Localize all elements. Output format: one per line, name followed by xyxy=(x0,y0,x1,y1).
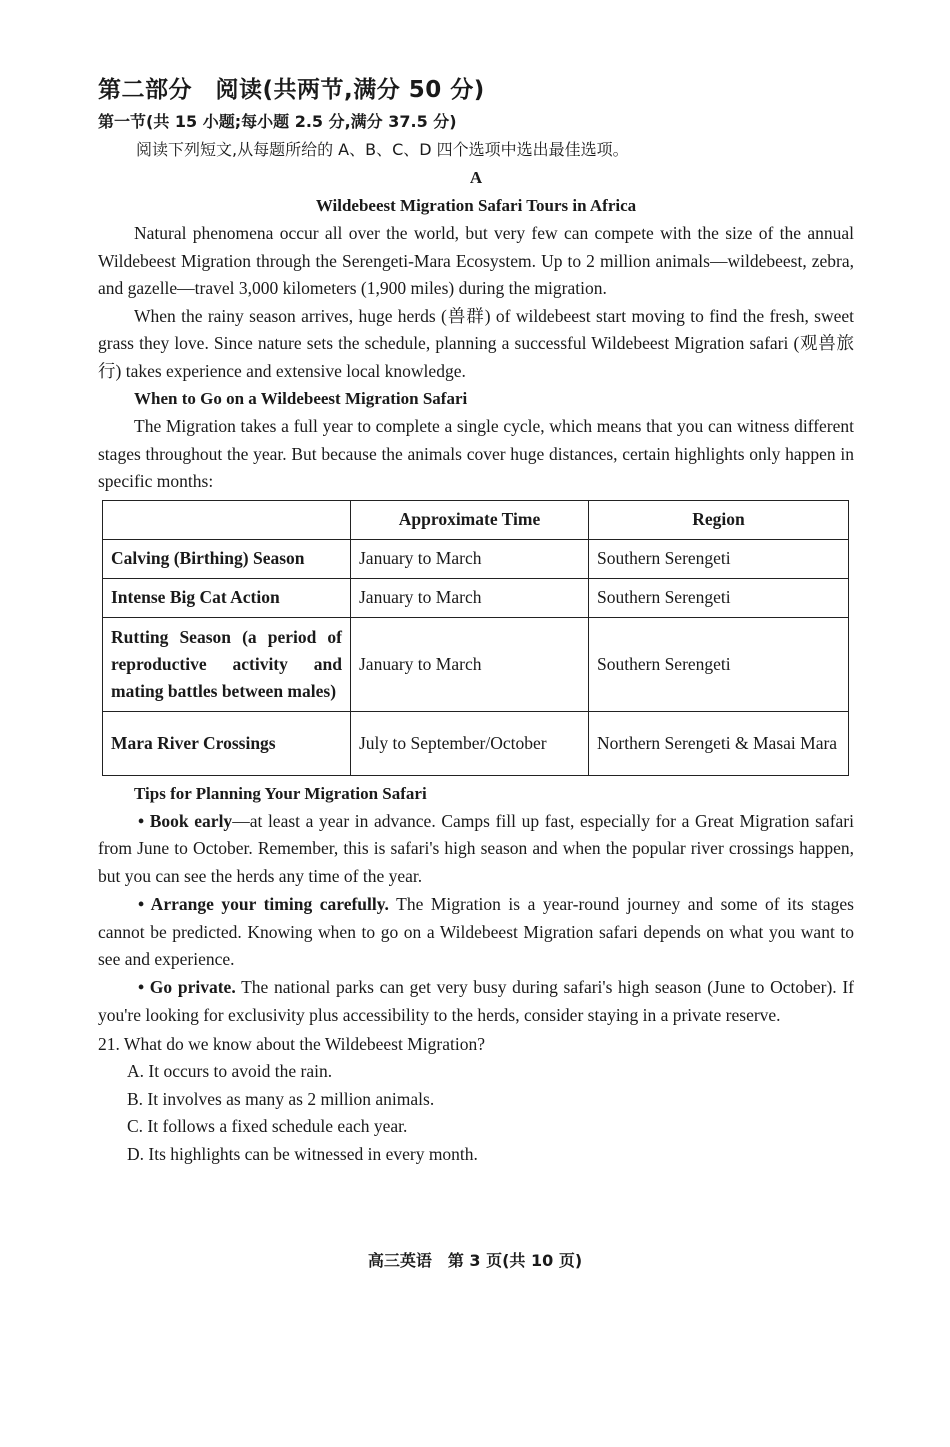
table-row xyxy=(103,539,849,578)
table-header-cell: Region xyxy=(589,500,849,539)
tip-book-early xyxy=(98,808,854,891)
paragraph-intro: Natural phenomena occur all over the world, but very few can compete with the size of the annual Wildebeest Migration through the Serengeti-Mara Ecosystem. Up to 2 million animals—wildebeest, zebra, and gazelle—travel 3,000 kilometers (1,900 miles) during the migration. xyxy=(98,223,854,298)
tip-text: —at least a year in advance. Camps fill up fast, especially for a Great Migration safari from June to October. Remember, this is safari's high season and when the popular river crossings happen, but you can see the herds any time of the year. xyxy=(98,810,854,887)
table-cell-event: Mara River Crossings xyxy=(103,711,351,775)
table-header-row xyxy=(103,500,849,539)
table-cell-event: Calving (Birthing) Season xyxy=(103,539,351,578)
migration-table xyxy=(102,500,849,776)
tip-text: The national parks can get very busy during safari's high season (June to October). If you're looking for exclusivity plus accessibility to the herds, consider staying in a private reserve. xyxy=(98,977,854,1026)
section-title: 第一节(共 15 小题;每小题 2.5 分,满分 37.5 分) xyxy=(98,112,457,131)
page-footer: 高三英语 第 3 页(共 10 页) xyxy=(367,1251,583,1270)
table-cell-region: Southern Serengeti xyxy=(589,617,849,711)
question-stem: 21. What do we know about the Wildebeest Migration? xyxy=(98,1033,485,1054)
subhead-tips: Tips for Planning Your Migration Safari xyxy=(134,783,427,803)
passage-title: Wildebeest Migration Safari Tours in Africa xyxy=(315,196,637,215)
table-row xyxy=(103,578,849,617)
tip-lead: • Arrange your timing carefully. xyxy=(138,893,389,914)
table-row xyxy=(103,617,849,711)
table-cell-time: January to March xyxy=(351,617,589,711)
table-cell-time: January to March xyxy=(351,578,589,617)
table-cell-region: Southern Serengeti xyxy=(589,578,849,617)
table-cell-region: Southern Serengeti xyxy=(589,539,849,578)
table-header-cell xyxy=(103,500,351,539)
paragraph-rainy-season: When the rainy season arrives, huge herds (兽群) of wildebeest start moving to find the fresh, sweet grass they love. Since nature sets the schedule, planning a successful Wildebeest Migration safari (观兽旅行) takes experience and extensive local knowledge. xyxy=(98,305,854,381)
table-cell-region: Northern Serengeti & Masai Mara xyxy=(589,711,849,775)
table-header-cell: Approximate Time xyxy=(351,500,589,539)
tip-arrange-timing xyxy=(98,891,854,974)
table-cell-event: Rutting Season (a period of reproductive activity and mating battles between males) xyxy=(103,617,351,711)
part-title: 第二部分 阅读(共两节,满分 50 分) xyxy=(98,77,485,103)
paragraph-when: The Migration takes a full year to complete a single cycle, which means that you can witness different stages throughout the year. But because the animals cover huge distances, certain highlights only happen in specific months: xyxy=(98,416,854,491)
option-a: A. It occurs to avoid the rain. xyxy=(127,1060,333,1081)
instruction: 阅读下列短文,从每题所给的 A、B、C、D 四个选项中选出最佳选项。 xyxy=(136,140,629,159)
passage-label: A xyxy=(469,168,483,187)
subhead-when-to-go: When to Go on a Wildebeest Migration Safari xyxy=(134,389,468,408)
table-cell-time: January to March xyxy=(351,539,589,578)
table-cell-time: July to September/October xyxy=(351,711,589,775)
tip-text: The Migration is a year-round journey and some of its stages cannot be predicted. Knowing when to go on a Wildebeest Migration safari depends on what you want to see and experience. xyxy=(98,893,854,970)
option-d: D. Its highlights can be witnessed in every month. xyxy=(127,1144,478,1165)
tip-go-private xyxy=(98,974,854,1030)
exam-page xyxy=(98,72,854,1169)
option-b: B. It involves as many as 2 million animals. xyxy=(127,1088,435,1109)
tip-lead: • Go private. xyxy=(138,977,236,998)
option-c: C. It follows a fixed schedule each year. xyxy=(127,1116,408,1137)
table-row xyxy=(103,711,849,775)
table-cell-event: Intense Big Cat Action xyxy=(103,578,351,617)
tip-lead: • Book early xyxy=(138,810,233,831)
